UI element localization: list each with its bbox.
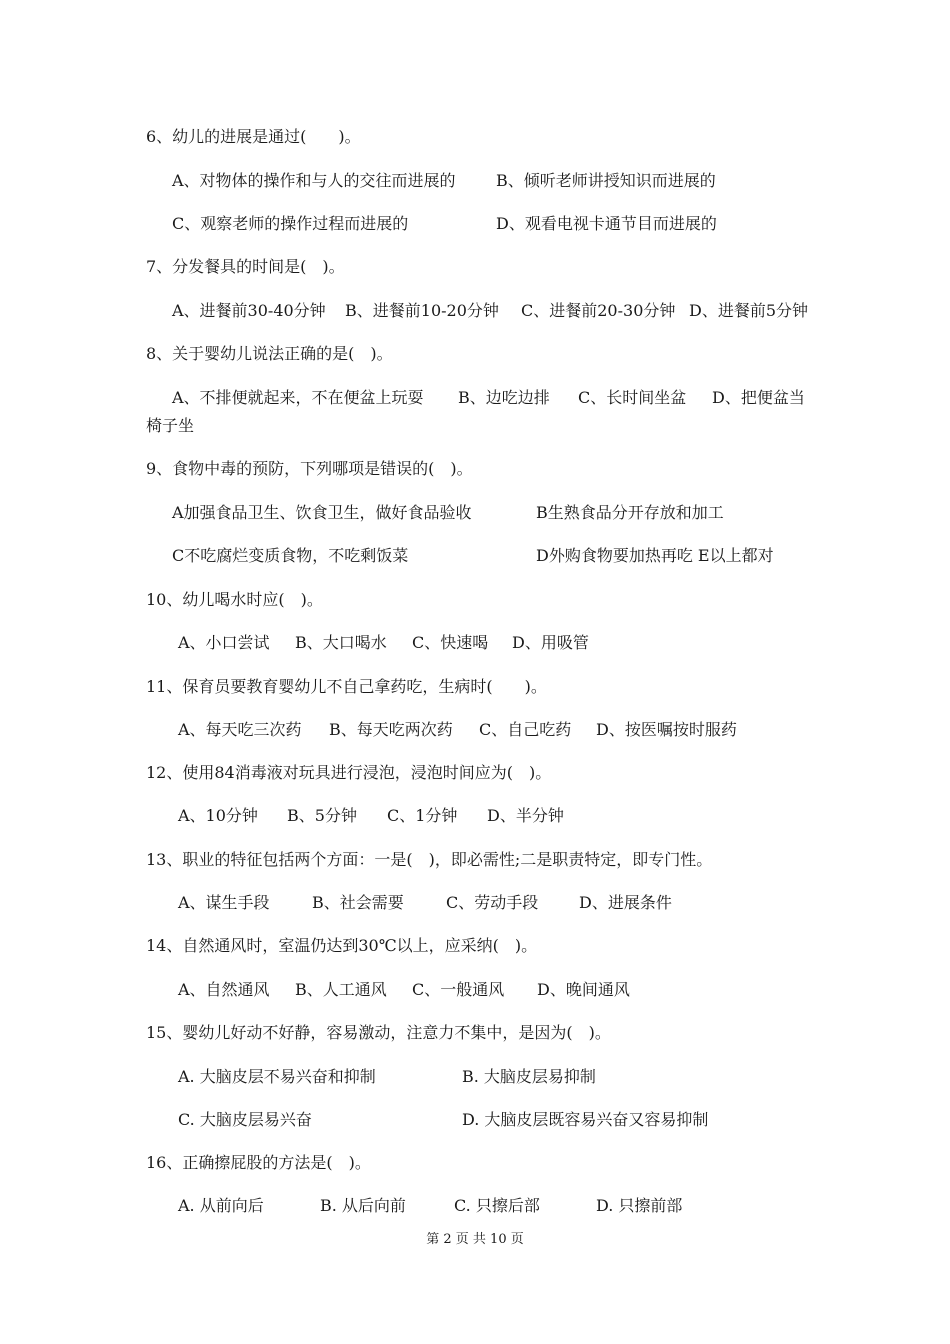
option: D、用吸管 (512, 633, 589, 652)
option: A、小口尝试 (178, 633, 270, 652)
page-number-footer: 第 2 页 共 10 页 (426, 1232, 524, 1247)
option: A、进餐前30-40分钟 (172, 301, 326, 320)
question-stem: 12、使用84消毒液对玩具进行浸泡，浸泡时间应为( )。 (146, 763, 552, 782)
question-stem: 13、职业的特征包括两个方面：一是( )，即必需性;二是职责特定，即专门性。 (146, 850, 713, 869)
option: B、人工通风 (295, 980, 387, 999)
option: D、观看电视卡通节目而进展的 (496, 214, 717, 233)
option: D、半分钟 (487, 806, 564, 825)
option: D、进餐前5分钟 (689, 301, 809, 320)
option: A. 大脑皮层不易兴奋和抑制 (178, 1067, 376, 1086)
question-stem: 15、婴幼儿好动不好静，容易激动，注意力不集中，是因为( )。 (146, 1023, 611, 1042)
option: B、进餐前10-20分钟 (345, 301, 499, 320)
question-stem: 14、自然通风时，室温仍达到30℃以上，应采纳( )。 (146, 936, 538, 955)
question-stem: 16、正确擦屁股的方法是( )。 (146, 1153, 371, 1172)
option: C、自己吃药 (479, 720, 572, 739)
option: C、快速喝 (412, 633, 489, 652)
option: A、自然通风 (178, 980, 270, 999)
option: B. 从后向前 (320, 1196, 406, 1215)
option: B、大口喝水 (295, 633, 387, 652)
option: B、社会需要 (312, 893, 404, 912)
option: A加强食品卫生、饮食卫生，做好食品验收 (172, 503, 472, 522)
option: C不吃腐烂变质食物，不吃剩饭菜 (172, 546, 409, 565)
option: D、进展条件 (579, 893, 672, 912)
option: A、不排便就起来，不在便盆上玩耍 (172, 388, 424, 407)
option: C. 只擦后部 (454, 1196, 540, 1215)
option: D、晚间通风 (537, 980, 630, 999)
option: D外购食物要加热再吃 E以上都对 (536, 546, 774, 565)
option: B、倾听老师讲授知识而进展的 (496, 171, 716, 190)
option: B生熟食品分开存放和加工 (536, 503, 724, 522)
option: B、5分钟 (287, 806, 357, 825)
question-stem: 8、关于婴幼儿说法正确的是( )。 (146, 344, 393, 363)
question-stem: 11、保育员要教育婴幼儿不自己拿药吃，生病时( )。 (146, 677, 547, 696)
option: C. 大脑皮层易兴奋 (178, 1110, 312, 1129)
option: A、谋生手段 (178, 893, 270, 912)
option: D. 大脑皮层既容易兴奋又容易抑制 (462, 1110, 709, 1129)
option: A、每天吃三次药 (178, 720, 302, 739)
question-stem: 7、分发餐具的时间是( )。 (146, 257, 345, 276)
option: A. 从前向后 (178, 1196, 264, 1215)
question-stem: 10、幼儿喝水时应( )。 (146, 590, 323, 609)
question-stem: 6、幼儿的进展是通过( )。 (146, 127, 361, 146)
option: D、把便盆当 (712, 388, 805, 407)
option: A、10分钟 (178, 806, 258, 825)
option: A、对物体的操作和与人的交往而进展的 (172, 171, 456, 190)
question-stem: 9、食物中毒的预防，下列哪项是错误的( )。 (146, 459, 473, 478)
option-continuation: 椅子坐 (146, 416, 195, 435)
option: C、进餐前20-30分钟 (521, 301, 676, 320)
option: C、一般通风 (412, 980, 505, 999)
option: B、边吃边排 (458, 388, 550, 407)
option: C、长时间坐盆 (578, 388, 687, 407)
option: D、按医嘱按时服药 (596, 720, 737, 739)
option: C、劳动手段 (446, 893, 539, 912)
option: B. 大脑皮层易抑制 (462, 1067, 596, 1086)
option: C、1分钟 (387, 806, 458, 825)
option: B、每天吃两次药 (329, 720, 453, 739)
option: D. 只擦前部 (596, 1196, 683, 1215)
option: C、观察老师的操作过程而进展的 (172, 214, 409, 233)
